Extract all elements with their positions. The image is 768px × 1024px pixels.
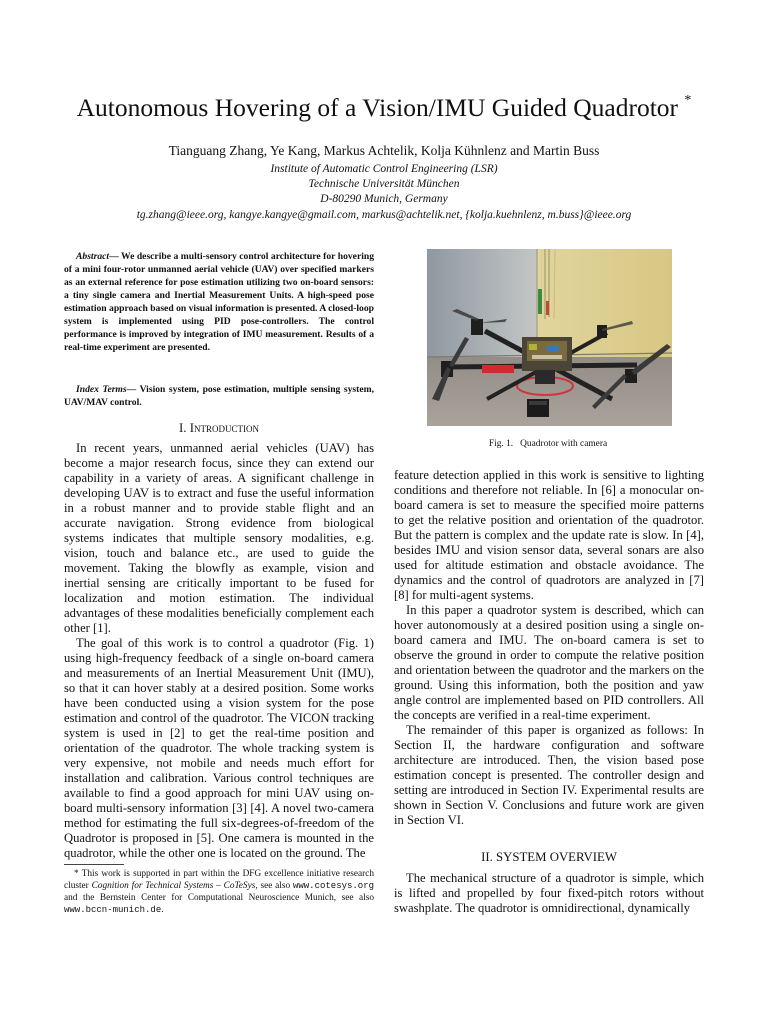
- footnote-rule: [64, 864, 124, 865]
- section-2-heading: II. SYSTEM OVERVIEW: [481, 850, 617, 864]
- right-paragraph-3: The remainder of this paper is organized as follows: In Section II, the hardware configuration and software architecture are introduced. Then, the vision based pose estimation concept is presented. The controller design and setting are introduced in Section IV. Experimental results are shown in Section V. Conclusions and future work are given in Section VI.: [394, 723, 704, 827]
- affiliation-city: D-80290 Munich, Germany: [320, 193, 448, 205]
- figure-caption-label: Fig. 1.: [488, 439, 514, 449]
- footnote-url-cotesys: www.cotesys.org: [292, 881, 374, 891]
- abstract-text: — We describe a multi-sensory control architecture for hovering of a mini four-rotor unmanned aerial vehicle (UAV) over specified markers as an external reference for pose estimation utilizing two on-board sensors: a tiny single camera and Inertial Measurement Units. A high-speed pose estimation approach based on visual information is presented. A closed-loop system is implemented using PID pose-controllers. The control performance is improved by integration of IMU measurement. Results of a real-time experiment are presented.: [64, 251, 374, 353]
- left-column-body: [64, 441, 374, 861]
- section-1-heading: I. Introduction: [179, 421, 259, 435]
- right-paragraph-1: feature detection applied in this work is sensitive to lighting conditions and therefore not reliable. In [6] a monocular on-board camera is set to measure the specified moire patterns to get the relative position and orientation of the quadrotor. But the pattern is complex and the update rate is slow. In [4], besides IMU and vision sensor data, several sonars are also used for altitude estimation and obstacle avoidance. The dynamics and the control of quadrotors are analyzed in [7] [8] for multi-agent systems.: [394, 468, 704, 602]
- figure-caption-text: Quadrotor with camera: [520, 439, 608, 449]
- figure-caption: [384, 439, 712, 449]
- author-list: Tianguang Zhang, Ye Kang, Markus Achtelik, Kolja Kühnlenz and Martin Buss: [168, 143, 600, 158]
- right-paragraph-2: In this paper a quadrotor system is described, which can hover autonomously at a desired position using a single on-board camera and IMU. The on-board camera is set to observe the ground in order to compute the relative position and orientation between the quadrotor and the markers on the ground. Using this information, both the position and yaw angle control are implemented based on PID controllers. All the concepts are verified in a real-time experiment.: [394, 603, 704, 722]
- abstract: [64, 250, 374, 354]
- index-terms: [64, 383, 374, 409]
- abstract-label: Abstract: [76, 251, 110, 262]
- footnote-url-bccn: www.bccn-munich.de: [64, 905, 162, 915]
- index-terms-text: — Vision system, pose estimation, multiple sensing system, UAV/MAV control.: [64, 384, 374, 408]
- right-column-body: [394, 468, 704, 828]
- affiliation-institute: Institute of Automatic Control Engineering (LSR): [270, 163, 498, 175]
- paper-title: Autonomous Hovering of a Vision/IMU Guided Quadrotor *: [76, 92, 692, 122]
- system-overview-body: [394, 871, 704, 916]
- affiliation-emails: tg.zhang@ieee.org, kangye.kangye@gmail.com, markus@achtelik.net, {kolja.kuehnlenz, m.buss}@ieee.org: [136, 209, 632, 221]
- system-overview-paragraph-1: The mechanical structure of a quadrotor is simple, which is lifted and propelled by four fixed-pitch rotors without swashplate. The quadrotor is omnidirectional, dynamically: [394, 871, 704, 915]
- intro-paragraph-1: In recent years, unmanned aerial vehicles (UAV) has become a major research focus, since they can extend our capability in a variety of areas. A significant challenge in developing UAV is to extract and fuse the useful information in a robust manner and to provide stable flight and an accurate navigation. Strong evidence from biological systems indicates that multiple sensory modalities, e.g. vision, touch and balance etc., are used to guide the movement. Taking the blowfly as example, vision and inertial sensing are critically important to be fused for localization and motion estimation. The individual advantages of these modalities beneficially complement each other [1].: [64, 441, 374, 635]
- quadrotor-photo: [427, 249, 672, 426]
- footnote-cluster-name: Cognition for Technical Systems – CoTeSys: [91, 881, 256, 891]
- affiliation-university: Technische Universität München: [308, 178, 460, 190]
- index-terms-label: Index Terms: [76, 384, 127, 395]
- footnote: * This work is supported in part within the DFG excellence initiative research cluster Cognition for Technical Systems – CoTeSys, see also www.cotesys.org and the Bernstein Center for Computational Neuroscience Munich, see also www.bccn-munich.de.: [64, 869, 374, 915]
- intro-paragraph-2: The goal of this work is to control a quadrotor (Fig. 1) using high-frequency feedback of a single on-board camera and measurements of an Inertial Measurement Unit (IMU), so that it can hover stably at a desired position. Some works have been conducted using a vision system for the pose estimation and control of the quadrotor. The VICON tracking system is used in [2] to get the real-time position and orientation of the quadrotor. The whole tracking system is very expensive, not mobile and needs much effort for installation and calibration. Various control techniques are available to find a good approach for mini UAV using on-board multi-sensory information [3] [4]. A novel two-camera method for estimating the full six-degrees-of-freedom of the Quadrotor is proposed in [5]. One camera is mounted in the quadrotor, while the other one is located on the ground. The: [64, 636, 374, 860]
- title-footnote-mark: *: [684, 92, 692, 108]
